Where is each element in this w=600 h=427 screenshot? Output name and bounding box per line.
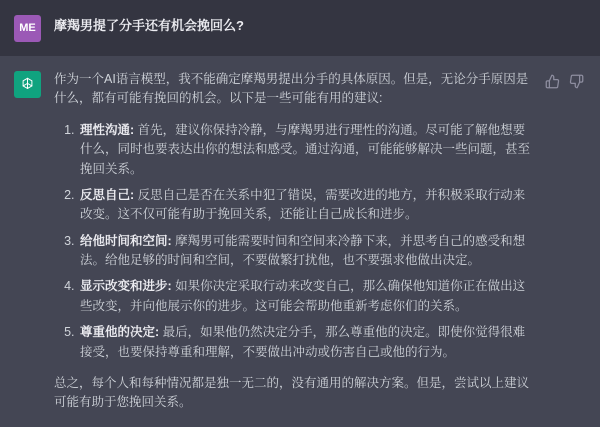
assistant-message [0,56,600,427]
list-item-text: 反思自己是否在关系中犯了错误，需要改进的地方，并积极采取行动来改变。这不仅可能有助于挽回关系，还能让自己成长和进步。 [80,187,526,222]
list-item [78,232,535,271]
list-item-title: 给他时间和空间: [80,233,172,248]
list-item [78,323,535,362]
suggestion-list [54,121,535,362]
user-message-body [54,14,584,36]
list-item-title: 反思自己: [80,187,135,202]
list-item-text: 首先，建议你保持冷静，与摩羯男进行理性的沟通。尽可能了解他想要什么，同时也要表达出你的想法和感受。通过沟通，可能能够解决一些问题，甚至挽回关系。 [80,122,531,176]
list-item-text: 摩羯男可能需要时间和空间来冷静下来，并思考自己的感受和想法。给他足够的时间和空间，不要做繁打扰他，也不要强求他做出决定。 [80,233,526,267]
list-item [78,121,535,179]
thumbs-down-icon[interactable] [569,74,584,89]
user-avatar: ME [14,15,41,42]
list-item-text: 最后，如果他仍然决定分手，那么尊重他的决定。即使你觉得很难接受，也要保持尊重和理解，不要做出冲动或伤害自己或他的行为。 [80,325,526,359]
assistant-message-body [54,70,535,413]
list-item-title: 理性沟通: [80,122,135,137]
assistant-intro-text: 作为一个AI语言模型，我不能确定摩羯男提出分手的具体原因。但是，无论分手原因是什么，都有可能有挽回的机会。以下是一些可能有用的建议: [54,72,529,106]
list-item [78,186,535,225]
list-item-text: 如果你决定采取行动来改变自己，那么确保他知道你正在做出这些改变，并向他展示你的进步。这可能会帮助他重新考虑你们的关系。 [80,279,526,313]
list-item-title: 尊重他的决定: [80,325,160,340]
message-actions [545,70,584,89]
assistant-closing-text: 总之，每个人和每种情况都是独一无二的，没有通用的解决方案。但是，尝试以上建议可能有助于您挽回关系。 [54,375,530,410]
user-message [0,0,600,56]
openai-logo-icon [14,71,41,98]
user-message-text: 摩羯男提了分手还有机会挽回么? [54,18,244,33]
thumbs-up-icon[interactable] [545,74,560,89]
list-item [78,277,535,316]
list-item-title: 显示改变和进步: [80,279,172,294]
